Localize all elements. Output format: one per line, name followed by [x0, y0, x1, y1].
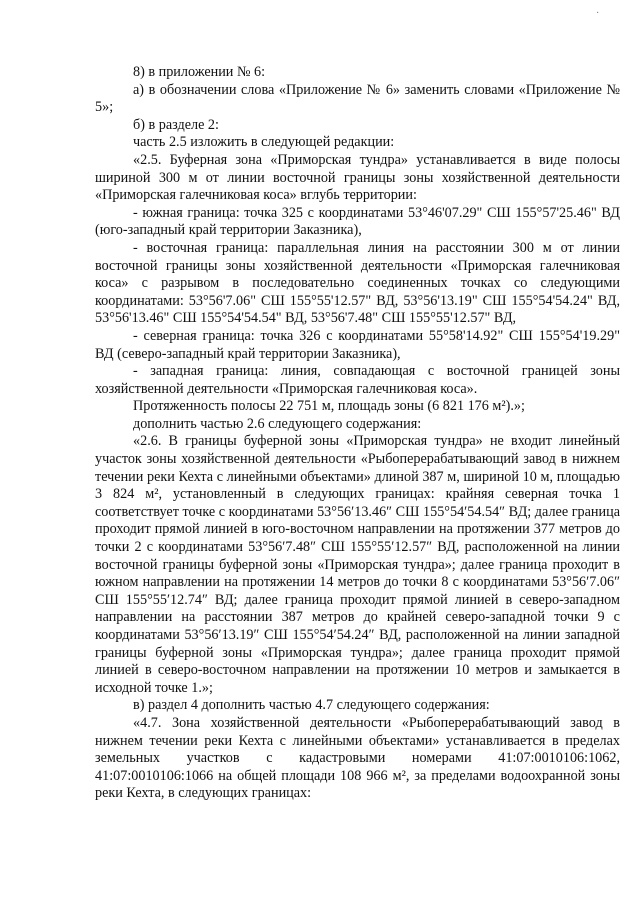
paragraph-4-7: «4.7. Зона хозяйственной деятельности «Рыбоперерабатывающий завод в нижнем течении реки Кехта с линейными объектами» устанавливается в пределах земельных участков с кадастровыми номерами 41:07:0010106:1062, 41:07:0010106:1066 на общей площади 108 966 м², за пределами водоохранной зоны реки Кехта, в следующих границах:	[95, 714, 620, 802]
paragraph-east-border: - восточная граница: параллельная линия на расстоянии 300 м от линии восточной границы зоны хозяйственной деятельности «Приморская галечниковая коса» с разрывом в последовательно соединенных точках со следующими координатами: 53°56'7.06" СШ 155°55'12.57" ВД, 53°56'13.19" СШ 155°54'54.24" ВД, 53°56'13.46" СШ 155°54'54.54" ВД, 53°56'7.48" СШ 155°55'12.57" ВД,	[95, 239, 620, 327]
paragraph-item-v: в) раздел 4 дополнить частью 4.7 следующего содержания:	[133, 697, 490, 714]
paragraph-item-b: б) в разделе 2:	[133, 116, 219, 133]
paragraph-item-8: 8) в приложении № 6:	[133, 64, 266, 80]
paragraph-south-border: - южная граница: точка 325 с координатами 53°46'07.29" СШ 155°57'25.46" ВД (юго-западный край территории Заказника),	[95, 204, 620, 239]
paragraph-west-border: - западная граница: линия, совпадающая с восточной границей зоны хозяйственной деятельности «Приморская галечниковая коса».	[95, 363, 620, 397]
paragraph-north-border: - северная граница: точка 326 с координатами 55°58'14.92" СШ 155°54'19.29" ВД (северо-западный край территории Заказника),	[95, 327, 620, 362]
paragraph-2-5: «2.5. Буферная зона «Приморская тундра» устанавливается в виде полосы шириной 300 м от линии восточной границы зоны хозяйственной деятельности «Приморская галечниковая коса» вглубь территории:	[95, 151, 620, 204]
corner-mark: ·	[596, 8, 600, 19]
document-body	[95, 64, 620, 803]
paragraph-part-2-6-intro: дополнить частью 2.6 следующего содержания:	[133, 415, 422, 432]
paragraph-part-2-5-intro: часть 2.5 изложить в следующей редакции:	[133, 134, 395, 151]
paragraph-2-6: «2.6. В границы буферной зоны «Приморская тундра» не входит линейный участок зоны хозяйственной деятельности «Рыбоперерабатывающий завод в нижнем течении реки Кехта с линейными объектами» длиной 387 м, шириной 10 м, площадью 3 824 м², установленный в следующих границах: крайняя северная точка 1 соответствует точке с координатами 53°56′13.46″ СШ 155°54′54.54″ ВД; далее граница проходит прямой линией в юго-восточном направлении на протяжении 377 метров до точки 2 с координатами 53°56′7.48″ СШ 155°55′12.57″ ВД, расположенной на линии восточной границы буферной зоны «Приморская тундра»; далее граница проходит в южном направлении на протяжении 14 метров до точки 8 с координатами 53°56′7.06″ СШ 155°55′12.74″ ВД; далее граница проходит прямой линией в северо-западном направлении на расстоянии 387 метров до крайней северо-западной точки 9 с координатами 53°56′13.19″ СШ 155°54′54.24″ ВД, расположенной на линии западной границы буферной зоны «Приморская тундра»; далее граница проходит прямой линией в северо-восточном направлении на протяжении 10 метров и замыкается в исходной точке 1.»;	[95, 433, 620, 696]
paragraph-item-a: а) в обозначении слова «Приложение № 6» заменить словами «Приложение № 5»;	[95, 81, 620, 116]
paragraph-length-area: Протяженность полосы 22 751 м, площадь зоны (6 821 176 м²).»;	[133, 398, 525, 415]
